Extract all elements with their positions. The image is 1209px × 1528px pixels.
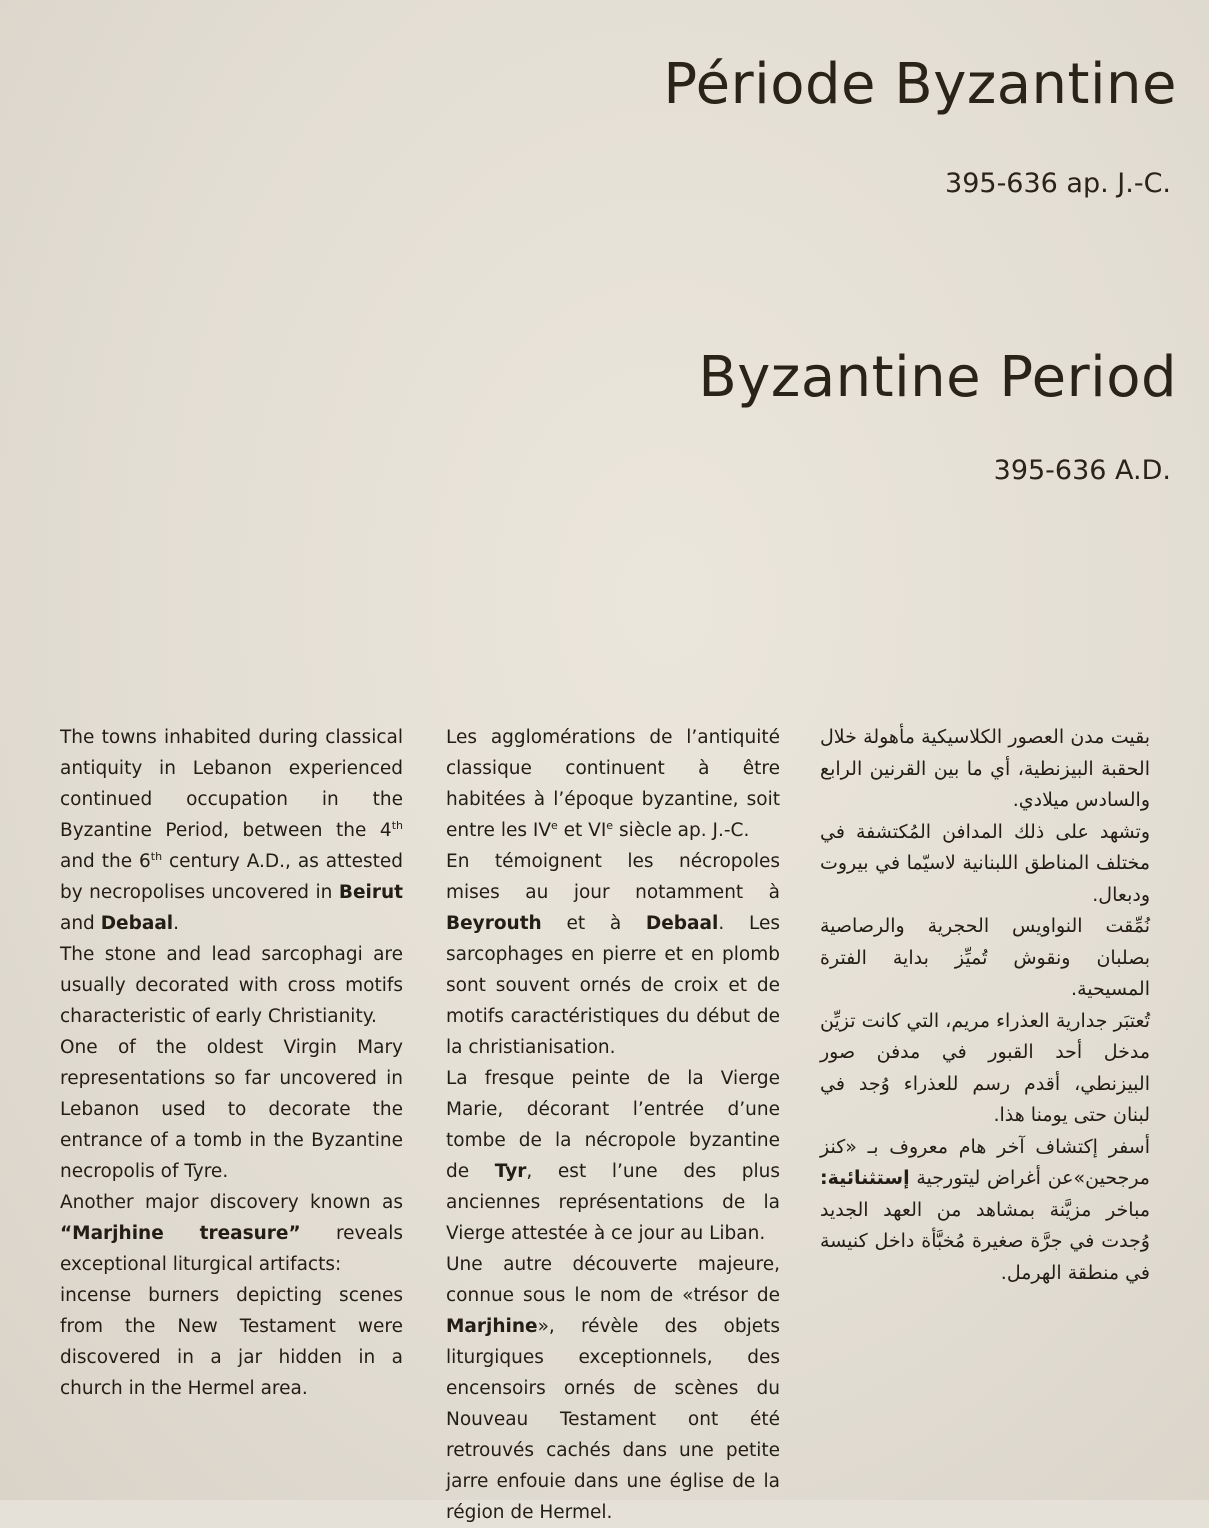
english-paragraph-5: incense burners depicting scenes from the New Testament were discovered in a jar hidden in a church in the Hermel area. — [60, 1285, 403, 1399]
french-paragraph-3: La fresque peinte de la Vierge Marie, décorant l’entrée d’une tombe de la nécropole byzantine de Tyr, est l’une des plus anciennes représentations de la Vierge attestée à ce jour au Liban. — [446, 1068, 780, 1244]
english-paragraph-2: The stone and lead sarcophagi are usually decorated with cross motifs characteristic of early Christianity. — [60, 944, 403, 1027]
arabic-paragraph-4: تُعتبَر جدارية العذراء مريم، التي كانت تزيِّن مدخل أحد القبور في مدفن صور البيزنطي، أقدم رسم للعذراء وُجد في لبنان حتى يومنا هذا. — [820, 1009, 1150, 1126]
arabic-paragraph-1: بقيت مدن العصور الكلاسيكية مأهولة خلال الحقبة البيزنطية، أي ما بين القرنين الرابع والسادس ميلادي. — [820, 726, 1150, 811]
date-french: 395-636 ap. J.-C. — [945, 168, 1171, 199]
english-paragraph-3: One of the oldest Virgin Mary representations so far uncovered in Lebanon used to decorate the entrance of a tomb in the Byzantine necropolis of Tyre. — [60, 1037, 403, 1182]
english-text-column — [60, 722, 403, 1404]
french-paragraph-1: Les agglomérations de l’antiquité classique continuent à être habitées à l’époque byzantine, soit entre les IVe et VIe siècle ap. J.-C. — [446, 727, 780, 841]
english-paragraph-4: Another major discovery known as “Marjhine treasure” reveals exceptional liturgical artifacts: — [60, 1192, 403, 1275]
french-paragraph-2: En témoignent les nécropoles mises au jour notamment à Beyrouth et à Debaal. Les sarcophages en pierre et en plomb sont souvent ornés de croix et de motifs caractéristiques du début de la christianisation. — [446, 851, 780, 1058]
date-english: 395-636 A.D. — [993, 455, 1171, 486]
arabic-text-column — [820, 722, 1150, 1289]
french-text-column — [446, 722, 780, 1528]
english-paragraph-1: The towns inhabited during classical antiquity in Lebanon experienced continued occupation in the Byzantine Period, between the 4th and the 6th century A.D., as attested by necropolises uncovered in Beirut and Debaal. — [60, 727, 403, 934]
arabic-paragraph-3: نُمِّقت النواويس الحجرية والرصاصية بصلبان ونقوش تُميِّز بداية الفترة المسيحية. — [820, 915, 1150, 1000]
title-english: Byzantine Period — [698, 345, 1177, 410]
title-french: Période Byzantine — [663, 52, 1177, 117]
arabic-paragraph-5: أسفر إكتشاف آخر هام معروف بـ «كنز مرجحين»عن أغراض ليتورجية إستثنائية: مباخر مزيَّنة بمشاهد من العهد الجديد وُجدت في جرَّة صغيرة مُخبَّأة داخل كنيسة في منطقة الهرمل. — [820, 1135, 1150, 1284]
arabic-paragraph-2: وتشهد على ذلك المدافن المُكتشفة في مختلف المناطق اللبنانية لاسيّما في بيروت ودبعال. — [820, 820, 1150, 906]
french-paragraph-4: Une autre découverte majeure, connue sous le nom de «trésor de Marjhine», révèle des objets liturgiques exceptionnels, des encensoirs ornés de scènes du Nouveau Testament ont été retrouvés cachés dans une petite jarre enfouie dans une église de la région de Hermel. — [446, 1254, 780, 1523]
